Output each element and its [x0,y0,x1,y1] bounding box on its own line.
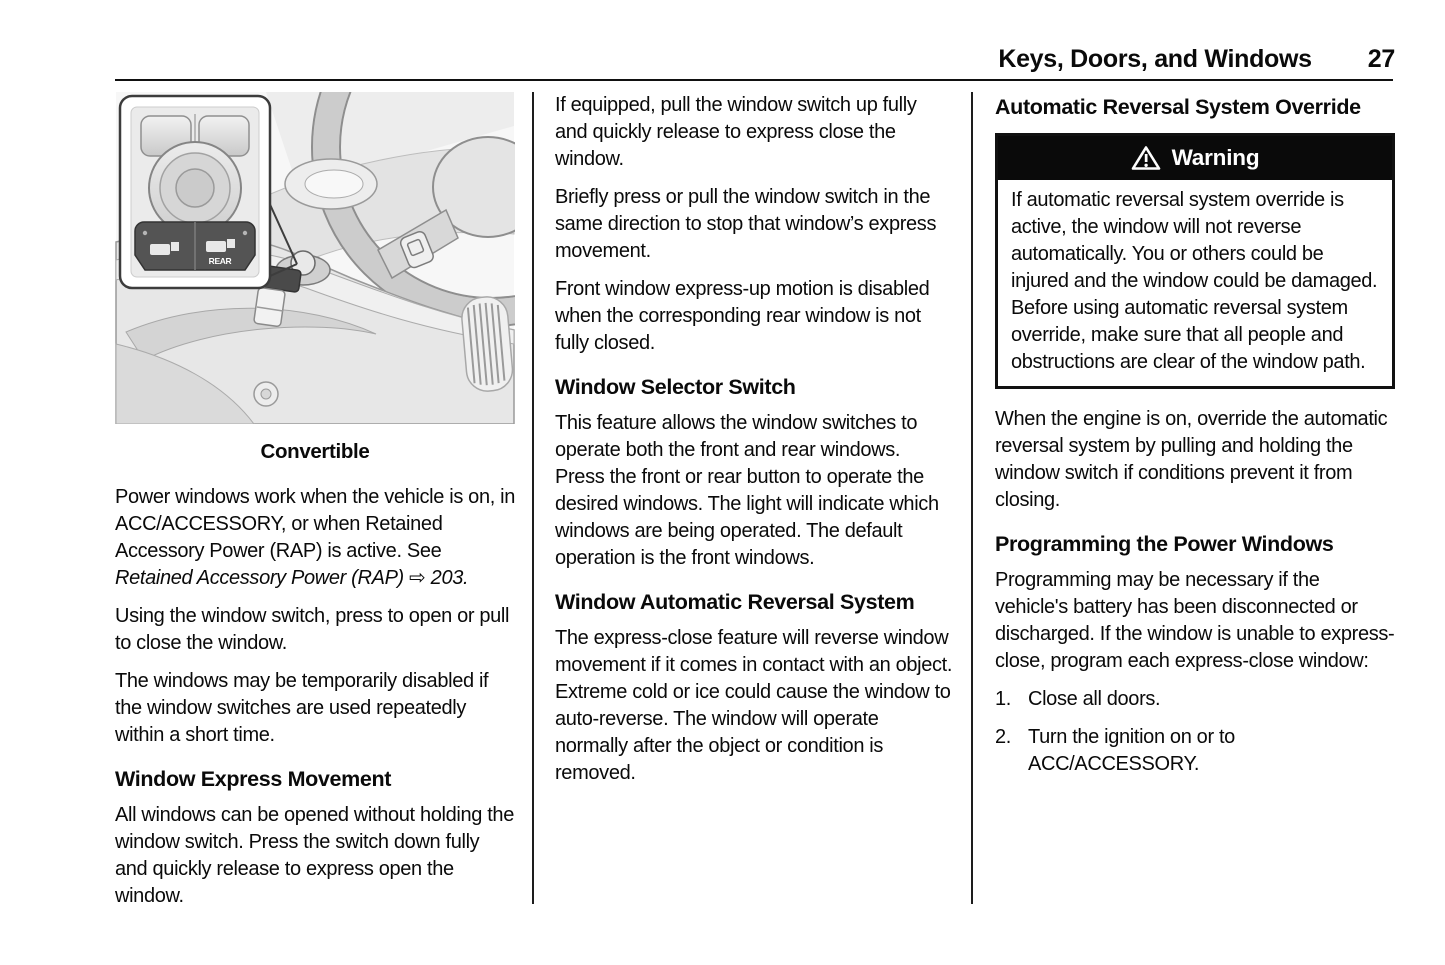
column-right [995,92,1395,789]
warning-header [998,136,1392,180]
list-item [995,724,1395,778]
list-item-text: Turn the ignition on or to ACC/ACCESSORY. [1028,726,1235,775]
list-item-number: 2. [995,726,1011,748]
warning-body-text: If automatic reversal system override is active, the window will not reverse automatically. You or others could be injured and the window could be damaged. Before using automatic reversal system override, make sure that all people and obstructions are clear of the window path. [1011,189,1378,373]
paragraph-engine-on-override: When the engine is on, override the automatic reversal system by pulling and holding the window switch if conditions prevent it from closing. [995,408,1388,511]
paragraph-power-windows [115,484,515,592]
section-heading-automatic-reversal-system-override: Automatic Reversal System Override [995,95,1361,119]
paragraph-temporarily-disabled: The windows may be temporarily disabled if the window switches are used repeatedly within a short time. [115,670,489,746]
list-item-text: Close all doors. [1028,688,1161,710]
column-middle [555,92,953,798]
paragraph-programming: Programming may be necessary if the vehicle's battery has been disconnected or discharged. If the window is unable to express-close, program each express-close window: [995,569,1395,672]
warning-box [995,133,1395,389]
header-rule [115,79,1393,81]
warning-triangle-icon [1131,145,1161,171]
cross-reference: Retained Accessory Power (RAP) ⇨ 203. [115,567,469,589]
paragraph-auto-reversal: The express-close feature will reverse window movement if it comes in contact with an object. Extreme cold or ice could cause the window to auto-reverse. The window will operate normally after the object or condition is removed. [555,627,953,784]
column-divider [971,92,973,904]
paragraph-stop-express: Briefly press or pull the window switch in the same direction to stop that window’s express movement. [555,186,937,262]
paragraph-express-open: All windows can be opened without holding the window switch. Press the switch down fully and quickly release to express open the window. [115,804,514,907]
list-item-number: 1. [995,688,1011,710]
section-heading-window-automatic-reversal-system: Window Automatic Reversal System [555,590,915,614]
running-header [115,45,1395,74]
section-heading-programming-power-windows: Programming the Power Windows [995,532,1334,556]
paragraph-text: Power windows work when the vehicle is on, in ACC/ACCESSORY, or when Retained Accessory Power (RAP) is active. See [115,486,516,562]
section-heading-window-selector-switch: Window Selector Switch [555,375,796,399]
paragraph-using-switch: Using the window switch, press to open or pull to close the window. [115,605,510,654]
column-divider [532,92,534,904]
list-item [995,686,1395,713]
paragraph-express-up-disabled: Front window express-up motion is disabled when the corresponding rear window is not fully closed. [555,278,930,354]
column-left [115,92,515,921]
switch-inset-detail [120,96,270,288]
paragraph-selector-switch: This feature allows the window switches to operate both the front and rear windows. Press the front or rear button to operate the desired windows. The light will indicate which windows are being operated. The default operation is the front windows. [555,412,939,569]
figure-convertible-switch [115,92,515,465]
warning-title: Warning [1171,145,1260,170]
page-number: 27 [1367,45,1395,73]
rear-label: REAR [208,256,232,266]
interior-illustration [115,92,515,424]
paragraph-express-close: If equipped, pull the window switch up fully and quickly release to express close the window. [555,94,917,170]
warning-body [998,180,1392,386]
numbered-list [995,686,1395,778]
section-heading-window-express-movement: Window Express Movement [115,767,392,791]
dash-vent [285,159,377,209]
figure-caption: Convertible [260,440,370,463]
running-header-title: Keys, Doors, and Windows [998,45,1312,73]
